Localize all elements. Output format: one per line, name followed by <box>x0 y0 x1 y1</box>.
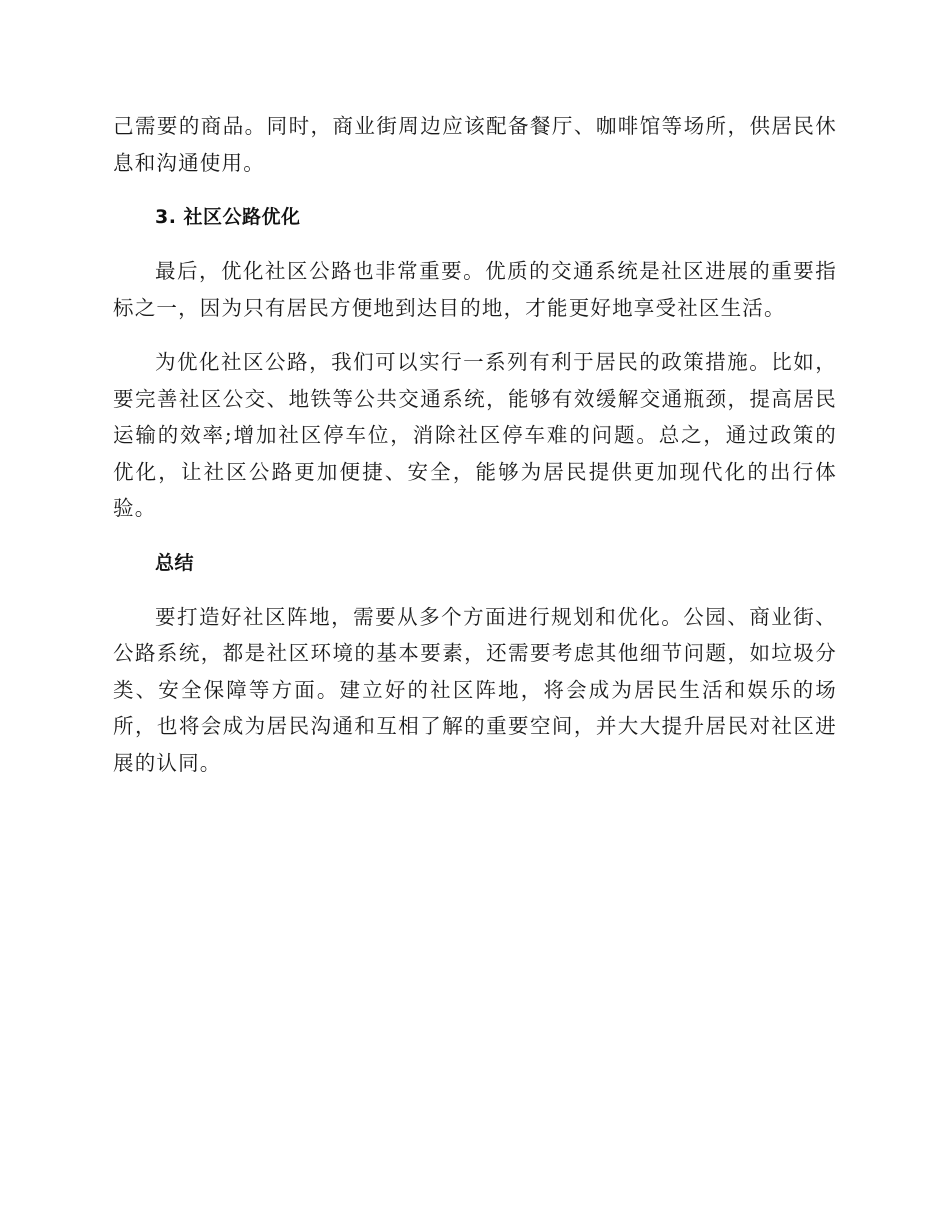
continued-paragraph: 己需要的商品。同时，商业街周边应该配备餐厅、咖啡馆等场所，供居民休息和沟通使用。 <box>113 114 837 175</box>
body-paragraph: 要打造好社区阵地，需要从多个方面进行规划和优化。公园、商业街、公路系统，都是社区环境的基本要素，还需要考虑其他细节问题，如垃圾分类、安全保障等方面。建立好的社区阵地，将会成为居民生活和娱乐的场所，也将会成为居民沟通和互相了解的重要空间，并大大提升居民对社区进展的认同。 <box>113 604 837 775</box>
section-heading-road-optimization: 3. 社区公路优化 <box>155 206 301 228</box>
body-paragraph: 最后，优化社区公路也非常重要。优质的交通系统是社区进展的重要指标之一，因为只有居民方便地到达目的地，才能更好地享受社区生活。 <box>113 259 837 320</box>
section-heading-summary: 总结 <box>155 551 195 574</box>
document-body <box>113 108 837 799</box>
body-paragraph: 为优化社区公路，我们可以实行一系列有利于居民的政策措施。比如，要完善社区公交、地铁等公共交通系统，能够有效缓解交通瓶颈，提高居民运输的效率;增加社区停车位，消除社区停车难的问题。总之，通过政策的优化，让社区公路更加便捷、安全，能够为居民提供更加现代化的出行体验。 <box>113 350 837 520</box>
